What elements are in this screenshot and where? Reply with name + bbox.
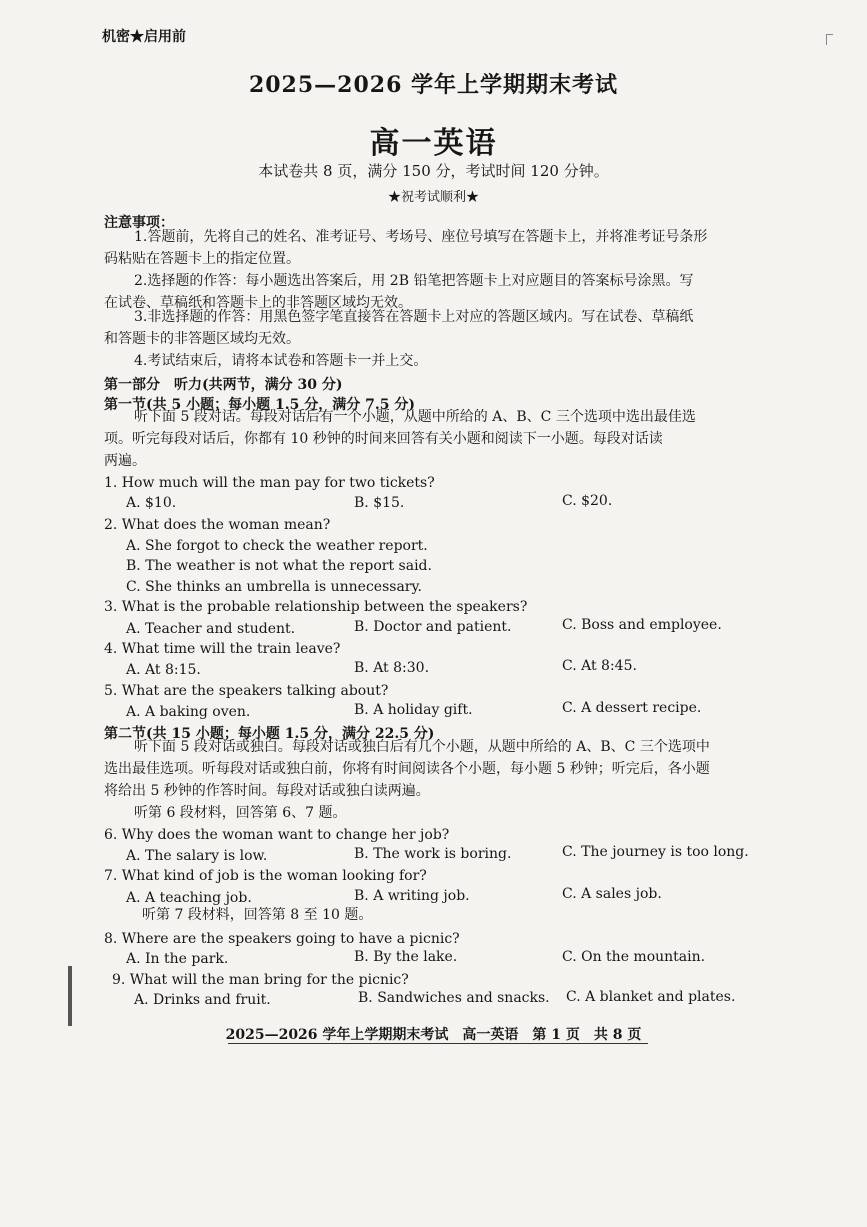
option-c: C. The journey is too long. bbox=[562, 844, 749, 860]
section2-title: 第二节(共 15 小题；每小题 1.5 分，满分 22.5 分) bbox=[104, 726, 435, 742]
question-stem: 9. What will the man bring for the picnic? bbox=[112, 972, 409, 988]
option-c: C. $20. bbox=[562, 493, 613, 509]
question-stem: 4. What time will the train leave? bbox=[104, 641, 341, 657]
note-line: 和答题卡的非答题区域均无效。 bbox=[104, 331, 300, 347]
question-stem: 1. How much will the man pay for two tickets? bbox=[104, 475, 435, 491]
option-a: A. In the park. bbox=[126, 951, 229, 967]
section1-instruction-line: 项。听完每段对话后，你都有 10 秒钟的时间来回答有关小题和阅读下一小题。每段对话读 bbox=[104, 431, 663, 447]
option-b: B. The work is boring. bbox=[354, 846, 512, 862]
option-b: B. By the lake. bbox=[354, 949, 458, 965]
option-b: B. At 8:30. bbox=[354, 660, 430, 676]
option-a: A. $10. bbox=[126, 495, 177, 511]
option-a: A. She forgot to check the weather report. bbox=[126, 538, 428, 554]
option-c: C. A blanket and plates. bbox=[566, 989, 736, 1005]
option-b: B. $15. bbox=[354, 495, 405, 511]
option-b: B. Sandwiches and snacks. bbox=[358, 990, 550, 1006]
scan-edge-mark bbox=[68, 966, 72, 1026]
option-a: A. At 8:15. bbox=[126, 662, 201, 678]
option-a: A. Teacher and student. bbox=[126, 621, 296, 637]
confidential-label: 机密★启用前 bbox=[102, 29, 186, 45]
question-stem: 8. Where are the speakers going to have a picnic? bbox=[104, 931, 460, 947]
option-a: A. Drinks and fruit. bbox=[134, 992, 271, 1008]
question-stem: 5. What are the speakers talking about? bbox=[104, 683, 389, 699]
option-c: C. A dessert recipe. bbox=[562, 700, 702, 716]
option-a: A. A baking oven. bbox=[126, 704, 251, 720]
exam-title: 2025—2026 学年上学期期末考试 bbox=[248, 72, 619, 98]
note-line: 3.非选择题的作答：用黑色签字笔直接答在答题卡上对应的答题区域内。写在试卷、草稿纸 bbox=[134, 309, 694, 325]
option-b: B. Doctor and patient. bbox=[354, 619, 512, 635]
notes-heading: 注意事项： bbox=[104, 215, 174, 231]
part1-title: 第一部分 听力(共两节，满分 30 分) bbox=[104, 377, 343, 393]
material-7-instruction: 听第 7 段材料，回答第 8 至 10 题。 bbox=[142, 907, 373, 923]
subject-title: 高一英语 bbox=[369, 126, 498, 161]
good-luck-line: ★祝考试顺利★ bbox=[387, 190, 479, 205]
section2-instruction-line: 听下面 5 段对话或独白。每段对话或独白后有几个小题，从题中所给的 A、B、C 三个选项中 bbox=[134, 739, 710, 755]
note-line: 4.考试结束后，请将本试卷和答题卡一并上交。 bbox=[134, 353, 428, 369]
section2-instruction-line: 选出最佳选项。听每段对话或独白前，你将有时间阅读各个小题，每小题 5 秒钟；听完后，各小题 bbox=[104, 761, 710, 777]
option-a: A. A teaching job. bbox=[126, 890, 252, 906]
option-c: C. At 8:45. bbox=[562, 658, 637, 674]
option-c: C. On the mountain. bbox=[562, 949, 706, 965]
page-footer: 2025—2026 学年上学期期末考试 高一英语 第 1 页 共 8 页 bbox=[225, 1027, 642, 1043]
option-c: C. A sales job. bbox=[562, 886, 662, 902]
option-c: C. Boss and employee. bbox=[562, 617, 722, 633]
note-line: 1.答题前，先将自己的姓名、准考证号、考场号、座位号填写在答题卡上，并将准考证号条形 bbox=[134, 229, 708, 245]
option-c: C. She thinks an umbrella is unnecessary. bbox=[126, 579, 422, 595]
footer-underline bbox=[228, 1043, 648, 1044]
section1-title: 第一节(共 5 小题；每小题 1.5 分，满分 7.5 分) bbox=[104, 397, 415, 413]
section2-instruction-line: 将给出 5 秒钟的作答时间。每段对话或独白读两遍。 bbox=[104, 783, 430, 799]
question-stem: 3. What is the probable relationship between the speakers? bbox=[104, 599, 528, 615]
corner-crop-mark bbox=[826, 34, 833, 45]
section1-instruction-line: 两遍。 bbox=[104, 453, 146, 469]
question-stem: 7. What kind of job is the woman looking for? bbox=[104, 868, 427, 884]
note-line: 在试卷、草稿纸和答题卡上的非答题区域均无效。 bbox=[104, 295, 412, 311]
note-line: 2.选择题的作答：每小题选出答案后，用 2B 铅笔把答题卡上对应题目的答案标号涂黑。写 bbox=[134, 273, 694, 289]
note-line: 码粘贴在答题卡上的指定位置。 bbox=[104, 251, 300, 267]
material-6-instruction: 听第 6 段材料，回答第 6、7 题。 bbox=[134, 805, 347, 821]
option-a: A. The salary is low. bbox=[126, 848, 268, 864]
option-b: B. A holiday gift. bbox=[354, 702, 473, 718]
section1-instruction-line: 听下面 5 段对话。每段对话后有一个小题，从题中所给的 A、B、C 三个选项中选出最佳选 bbox=[134, 409, 696, 425]
exam-info: 本试卷共 8 页，满分 150 分，考试时间 120 分钟。 bbox=[258, 162, 609, 180]
question-stem: 2. What does the woman mean? bbox=[104, 517, 331, 533]
option-b: B. A writing job. bbox=[354, 888, 470, 904]
question-stem: 6. Why does the woman want to change her job? bbox=[104, 827, 450, 843]
option-b: B. The weather is not what the report said. bbox=[126, 558, 432, 574]
